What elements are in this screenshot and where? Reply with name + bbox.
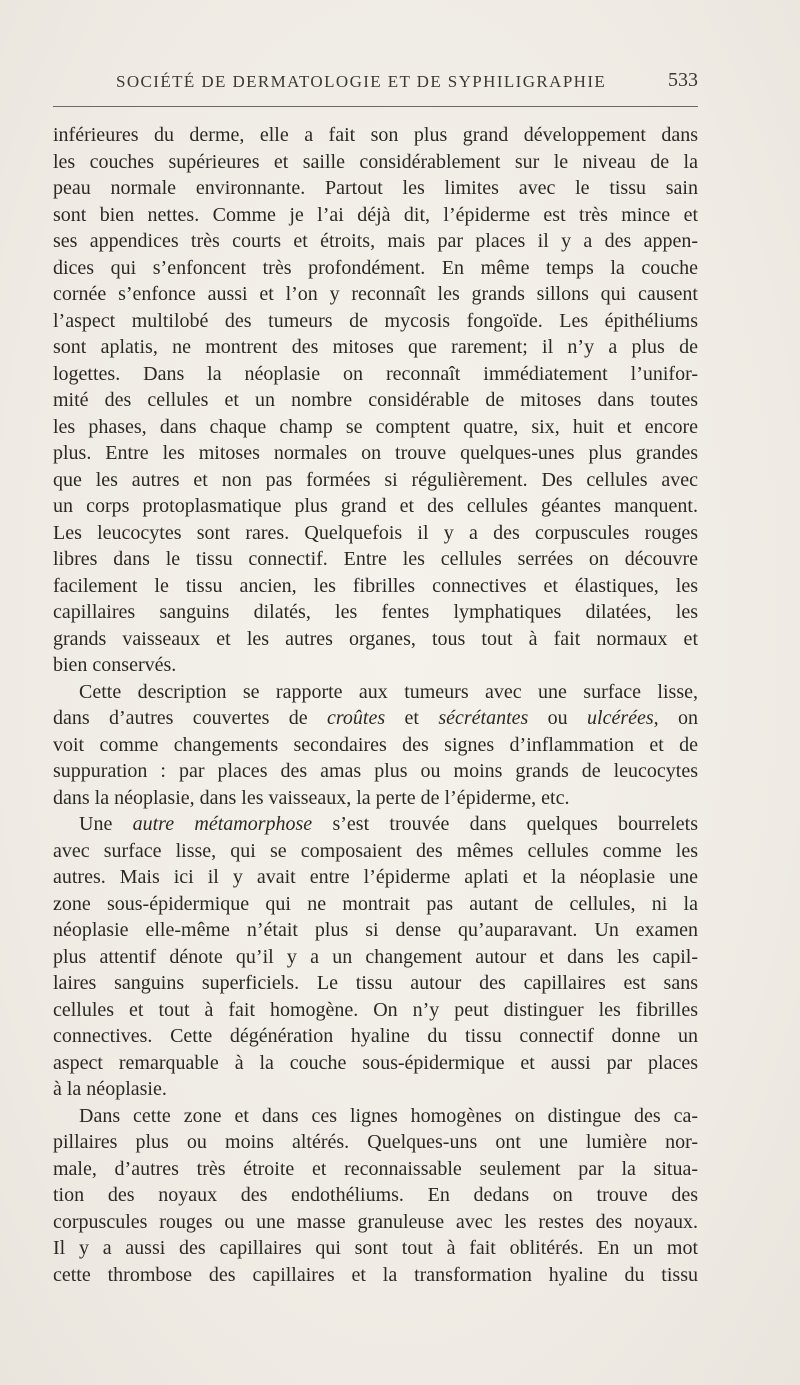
- text-line: cornée s’enfonce aussi et l’on y reconnaît les grands sillons qui causent: [53, 283, 698, 305]
- text-line: mité des cellules et un nombre considérable de mitoses dans toutes: [53, 389, 698, 411]
- text-line: suppuration : par places des amas plus ou moins grands de leucocytes: [53, 760, 698, 782]
- text-line: voit comme changements secondaires des signes d’inflammation et de: [53, 733, 698, 756]
- text-line: Les leucocytes sont rares. Quelquefois il y a des corpuscules rouges: [53, 521, 698, 544]
- text-line: bien conservés.: [53, 654, 177, 676]
- text-line: capillaires sanguins dilatés, les fentes lymphatiques dilatées, les: [53, 601, 698, 623]
- page-number: 533: [668, 69, 698, 91]
- text-line: inférieures du derme, elle a fait son plus grand développement dans: [53, 124, 698, 146]
- header-rule: [53, 106, 698, 107]
- text-line: Une autre métamorphose s’est trouvée dans quelques bourrelets: [79, 813, 699, 835]
- text-line: connectives. Cette dégénération hyaline du tissu connectif donne un: [53, 1025, 698, 1047]
- text-line: Cette description se rapporte aux tumeurs avec une surface lisse,: [79, 680, 698, 703]
- text-line: laires sanguins superficiels. Le tissu autour des capillaires est sans: [53, 972, 698, 994]
- text-line: néoplasie elle-même n’était plus si dense qu’auparavant. Un examen: [53, 919, 698, 941]
- text-line: facilement le tissu ancien, les fibrilles connectives et élastiques, les: [53, 574, 698, 597]
- text-line: que les autres et non pas formées si régulièrement. Des cellules avec: [53, 468, 698, 491]
- text-line: sont aplatis, ne montrent des mitoses que rarement; il n’y a plus de: [53, 336, 698, 358]
- text-line: pillaires plus ou moins altérés. Quelques-uns ont une lumière nor-: [53, 1131, 698, 1153]
- text-line: male, d’autres très étroite et reconnaissable seulement par la situa-: [53, 1157, 698, 1180]
- text-line: peau normale environnante. Partout les limites avec le tissu sain: [53, 177, 698, 199]
- text-line: dans la néoplasie, dans les vaisseaux, la perte de l’épiderme, etc.: [53, 786, 570, 809]
- text-line: Il y a aussi des capillaires qui sont tout à fait oblitérés. En un mot: [53, 1237, 698, 1259]
- italic-text: ulcérées: [587, 707, 654, 729]
- text-line: cette thrombose des capillaires et la transformation hyaline du tissu: [53, 1263, 698, 1286]
- text-line: corpuscules rouges ou une masse granuleuse avec les restes des noyaux.: [53, 1210, 698, 1233]
- italic-text: autre métamorphose: [132, 813, 313, 835]
- text-line: sont bien nettes. Comme je l’ai déjà dit, l’épiderme est très mince et: [53, 203, 698, 226]
- text-line: zone sous-épidermique qui ne montrait pas autant de cellules, ni la: [53, 892, 698, 915]
- text-line: plus attentif dénote qu’il y a un changement autour et dans les capil-: [53, 945, 698, 968]
- italic-text: croûtes: [327, 707, 386, 729]
- text-line: avec surface lisse, qui se composaient des mêmes cellules comme les: [53, 839, 698, 862]
- text-line: cellules et tout à fait homogène. On n’y peut distinguer les fibrilles: [53, 998, 698, 1021]
- text-line: dices qui s’enfoncent très profondément. En même temps la couche: [53, 256, 698, 279]
- text-line: un corps protoplasmatique plus grand et des cellules géantes manquent.: [53, 495, 698, 517]
- text-line: grands vaisseaux et les autres organes, tous tout à fait normaux et: [53, 627, 698, 650]
- text-line: plus. Entre les mitoses normales on trouve quelques-unes plus grandes: [53, 442, 698, 464]
- text-line: ses appendices très courts et étroits, mais par places il y a des appen-: [53, 230, 698, 252]
- text-line: autres. Mais ici il y avait entre l’épiderme aplati et la néoplasie une: [53, 866, 698, 888]
- text-line: dans d’autres couvertes de croûtes et sécrétantes ou ulcérées, on: [53, 707, 699, 729]
- text-line: logettes. Dans la néoplasie on reconnaît immédiatement l’unifor-: [53, 362, 698, 385]
- text-line: les phases, dans chaque champ se comptent quatre, six, huit et encore: [53, 415, 698, 438]
- text-line: tion des noyaux des endothéliums. En dedans on trouve des: [53, 1184, 698, 1206]
- text-line: les couches supérieures et saille considérablement sur le niveau de la: [53, 150, 698, 173]
- text-line: Dans cette zone et dans ces lignes homogènes on distingue des ca-: [79, 1104, 698, 1127]
- text-line: aspect remarquable à la couche sous-épidermique et aussi par places: [53, 1051, 698, 1074]
- italic-text: sécrétantes: [438, 707, 529, 729]
- text-line: libres dans le tissu connectif. Entre les cellules serrées on découvre: [53, 548, 698, 570]
- text-line: à la néoplasie.: [53, 1078, 167, 1100]
- body-text: [53, 122, 698, 1288]
- text-line: l’aspect multilobé des tumeurs de mycosis fongoïde. Les épithéliums: [53, 309, 698, 332]
- running-title: SOCIÉTÉ DE DERMATOLOGIE ET DE SYPHILIGRAPHIE: [116, 72, 607, 91]
- running-header: [116, 70, 698, 96]
